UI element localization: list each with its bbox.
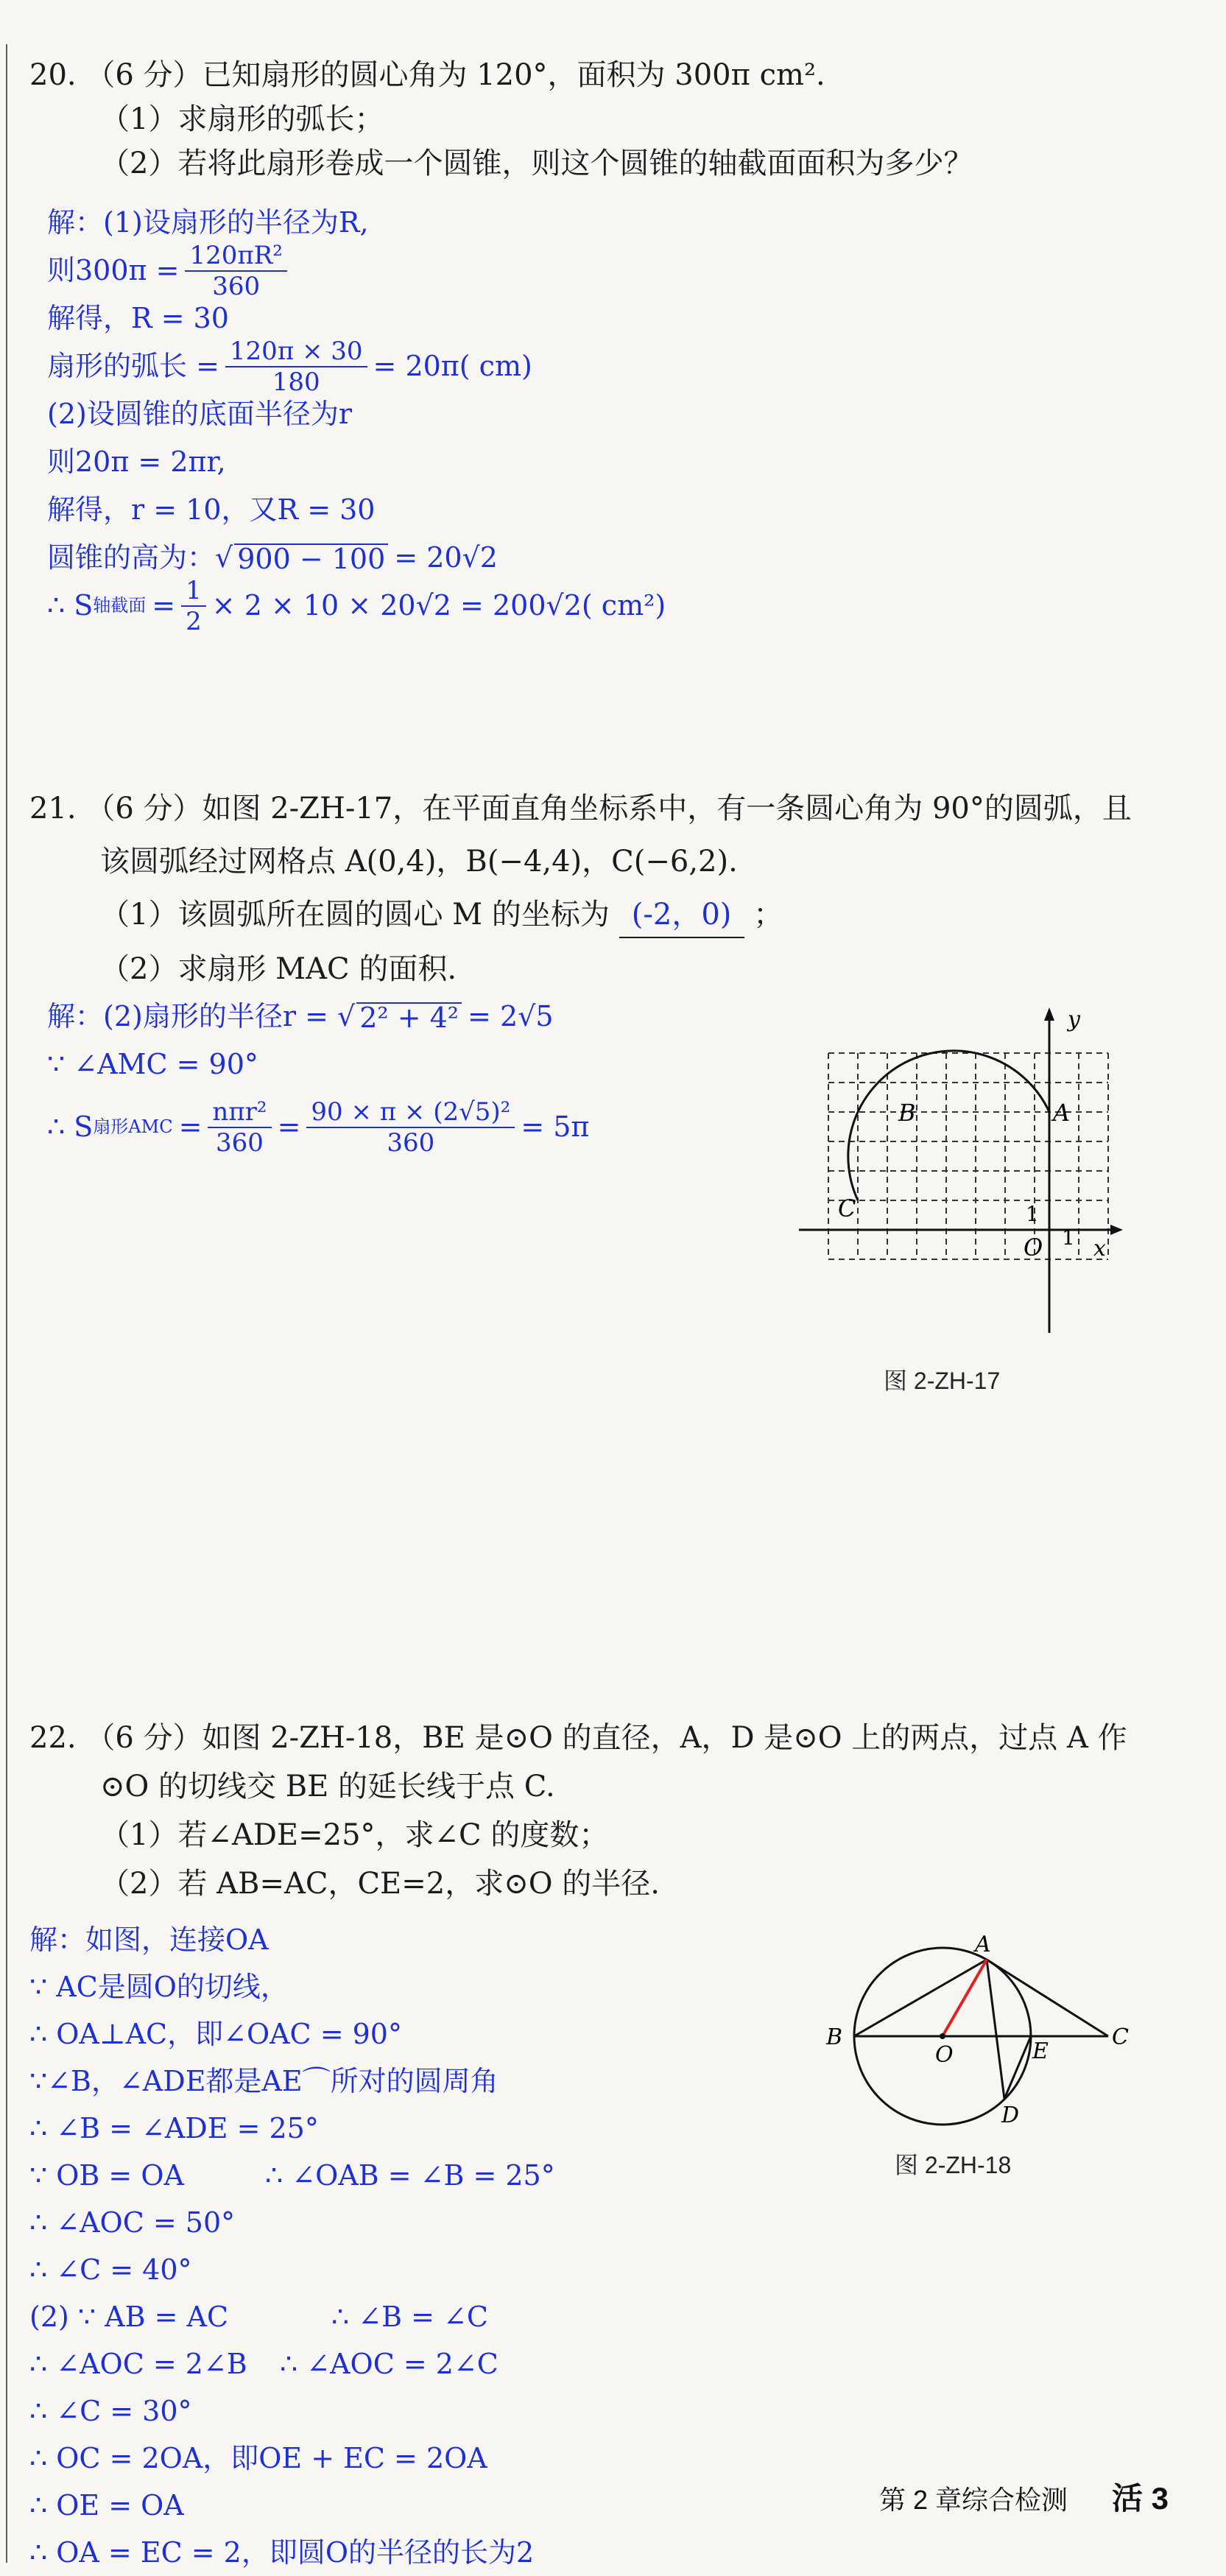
q21-sol-l3-den2: 360 <box>387 1127 435 1158</box>
q22-solution <box>29 1916 555 2576</box>
q22-sol-line9 <box>29 2293 555 2340</box>
figure-2-zh-18 <box>817 1915 1141 2128</box>
q21-sol-l3-fraction1 <box>208 1097 271 1158</box>
left-margin-line <box>6 44 7 2563</box>
q21-sol-line1 <box>47 993 589 1041</box>
question-21 <box>29 786 1208 991</box>
q22-sol-line3: ∴ OA⊥AC，即∠OAC = 90° <box>29 2018 402 2050</box>
q22-sol-l9a: (2) ∵ AB = AC <box>29 2301 229 2333</box>
q20-sol-l4-post: = 20π( cm) <box>373 350 532 382</box>
q20-sol-l4-pre: 扇形的弧长 = <box>47 350 219 382</box>
q21-part1-text: （1）该圆弧所在圆的圆心 M 的坐标为 <box>100 898 610 932</box>
q20-sol-l4-fraction <box>225 337 367 397</box>
q20-sol-l9-den: 2 <box>186 606 202 636</box>
q21-sol-l1-pre: 解：(2)扇形的半径r = √ <box>47 1000 356 1032</box>
q22-sol-l6a: ∵ OB = OA <box>29 2159 184 2192</box>
q21-part2: （2）求扇形 MAC 的面积. <box>100 952 457 986</box>
q21-sol-l3-pre: ∴ S <box>47 1111 94 1143</box>
q22-sol-line8: ∴ ∠C = 40° <box>29 2253 192 2286</box>
q22-part1: （1）若∠ADE=25°，求∠C 的度数； <box>100 1818 609 1852</box>
label-B: B <box>898 1099 916 1127</box>
x-axis-arrow <box>1110 1225 1123 1235</box>
q21-part1-answer: (-2，0) <box>619 893 744 938</box>
q21-sol-line2: ∵ ∠AMC = 90° <box>47 1048 258 1080</box>
line-ac-tangent <box>987 1960 1108 2036</box>
q21-sol-l3-eq: = <box>178 1111 202 1143</box>
q22-sol-line12: ∴ OC = 2OA，即OE + EC = 2OA <box>29 2442 487 2474</box>
q20-sol-l9-fraction <box>181 576 206 636</box>
q22-sol-line4: ∵∠B，∠ADE都是AE⌒所对的圆周角 <box>29 2065 498 2097</box>
q21-sol-l3-fraction2 <box>306 1097 515 1158</box>
label-one-y: 1 <box>1026 1202 1039 1226</box>
label-y: y <box>1068 1007 1080 1032</box>
q20-sol-line2 <box>47 240 666 301</box>
q22-sol-line13: ∴ OE = OA <box>29 2489 184 2522</box>
q22-sol-l6b: ∴ ∠OAB = ∠B = 25° <box>265 2159 555 2192</box>
q21-sol-l3-eq2: = <box>277 1111 301 1143</box>
q21-sol-line3 <box>47 1088 589 1166</box>
point-o <box>940 2033 945 2039</box>
line-ab <box>854 1960 987 2036</box>
q22-sol-line5: ∴ ∠B = ∠ADE = 25° <box>29 2112 319 2144</box>
label-A: A <box>1053 1099 1071 1127</box>
q20-sol-l2-den: 360 <box>212 271 261 301</box>
q20-sol-l9-eq: = <box>152 589 176 622</box>
q20-sol-line8 <box>47 534 666 582</box>
label-x: x <box>1093 1236 1106 1261</box>
q21-sol-l3-den1: 360 <box>216 1127 264 1158</box>
q20-sol-l9-sub: 轴截面 <box>93 595 147 616</box>
q20-sol-line3: 解得，R = 30 <box>47 302 229 334</box>
question-22 <box>29 1716 1208 1906</box>
q22-sol-line1: 解：如图，连接OA <box>29 1924 269 1956</box>
q22-sol-l9b: ∴ ∠B = ∠C <box>331 2301 488 2333</box>
footer-page-number: 活 3 <box>1111 2481 1169 2516</box>
q21-sol-l3-num2: 90 × π × (2√5)² <box>306 1097 515 1128</box>
q20-sol-line7: 解得，r = 10，又R = 30 <box>47 493 376 526</box>
page-footer <box>879 2474 1169 2519</box>
q20-solution <box>47 199 666 636</box>
y-axis-arrow <box>1044 1007 1054 1021</box>
q20-part2: （2）若将此扇形卷成一个圆锥，则这个圆锥的轴截面面积为多少？ <box>100 147 973 180</box>
q22-stem-line2: ⊙O 的切线交 BE 的延长线于点 C. <box>100 1770 555 1803</box>
q20-part1: （1）求扇形的弧长； <box>100 102 384 136</box>
q20-sol-line4 <box>47 336 666 397</box>
q21-stem-line1: 21. （6 分）如图 2-ZH-17，在平面直角坐标系中，有一条圆心角为 90°的圆弧，且 <box>29 792 1132 826</box>
figure-2-zh-17-caption: 图 2-ZH-17 <box>884 1368 1001 1394</box>
q20-sol-l8-post: = 20√2 <box>394 541 498 574</box>
q20-sol-l4-num: 120π × 30 <box>225 337 367 367</box>
line-de <box>1004 2036 1031 2099</box>
q20-sol-l9-num: 1 <box>181 576 206 607</box>
q20-sol-l4-den: 180 <box>272 367 320 397</box>
q20-sol-l2-fraction <box>185 241 286 301</box>
footer-chapter: 第 2 章综合检测 <box>878 2485 1068 2515</box>
q22-part2: （2）若 AB=AC，CE=2，求⊙O 的半径. <box>100 1867 660 1901</box>
q22-sol-l10b: ∴ ∠AOC = 2∠C <box>280 2348 498 2380</box>
q20-sol-l2-pre: 则300π = <box>47 254 180 286</box>
q21-sol-l3-num1: nπr² <box>208 1097 271 1128</box>
q22-sol-l10a: ∴ ∠AOC = 2∠B <box>29 2348 247 2380</box>
q21-stem-line2: 该圆弧经过网格点 A(0,4)，B(−4,4)，C(−6,2). <box>100 845 738 879</box>
label-D: D <box>1001 2102 1020 2128</box>
q21-sol-l3-sub: 扇形AMC <box>93 1116 173 1137</box>
label-one-x: 1 <box>1062 1225 1075 1250</box>
q22-stem-line1: 22. （6 分）如图 2-ZH-18，BE 是⊙O 的直径，A，D 是⊙O 上的两点，过点 A 作 <box>29 1721 1127 1755</box>
label-O: O <box>1024 1234 1043 1261</box>
circular-arc <box>848 1051 1049 1200</box>
label-B: B <box>826 2024 843 2050</box>
label-A: A <box>975 1932 991 1957</box>
q20-sol-l2-num: 120πR² <box>185 241 286 272</box>
figure-2-zh-17 <box>795 1002 1134 1348</box>
q20-sol-line6: 则20π = 2πr, <box>47 446 226 478</box>
label-C: C <box>1112 2024 1129 2050</box>
line-oa-radius <box>943 1960 987 2036</box>
q22-sol-line2: ∵ AC是圆O的切线， <box>29 1971 289 2003</box>
q20-stem: 20. （6 分）已知扇形的圆心角为 120°，面积为 300π cm². <box>29 58 825 92</box>
q20-sol-l8-radicand: 900 − 100 <box>234 543 388 573</box>
q20-sol-line1: 解：(1)设扇形的半径为R, <box>47 206 369 239</box>
q20-sol-l8-pre: 圆锥的高为：√ <box>47 541 233 574</box>
q21-part1 <box>29 893 1208 938</box>
label-E: E <box>1032 2038 1049 2064</box>
q22-sol-line6 <box>29 2152 555 2199</box>
figure-2-zh-18-caption: 图 2-ZH-18 <box>895 2152 1012 2178</box>
q22-sol-line11: ∴ ∠C = 30° <box>29 2395 192 2427</box>
q22-sol-line14: ∴ OA = EC = 2，即圆O的半径的长为2 <box>29 2536 535 2569</box>
q21-part1-post: ； <box>753 898 783 932</box>
q20-sol-l9-pre: ∴ S <box>47 589 94 622</box>
q20-sol-l9-post: × 2 × 10 × 20√2 = 200√2( cm²) <box>211 589 666 622</box>
q22-sol-line10 <box>29 2340 555 2387</box>
q21-sol-l1-radicand: 2² + 4² <box>356 1002 462 1032</box>
q21-sol-l3-post: = 5π <box>521 1111 590 1143</box>
label-C: C <box>838 1194 856 1222</box>
q22-sol-line7: ∴ ∠AOC = 50° <box>29 2206 236 2239</box>
label-O: O <box>935 2042 954 2068</box>
q21-solution <box>47 993 589 1166</box>
q20-sol-line5: (2)设圆锥的底面半径为r <box>47 398 352 430</box>
line-ad <box>987 1960 1004 2099</box>
question-20 <box>29 53 1208 186</box>
q21-sol-l1-post: = 2√5 <box>468 1000 554 1032</box>
q20-sol-line9 <box>47 575 666 636</box>
